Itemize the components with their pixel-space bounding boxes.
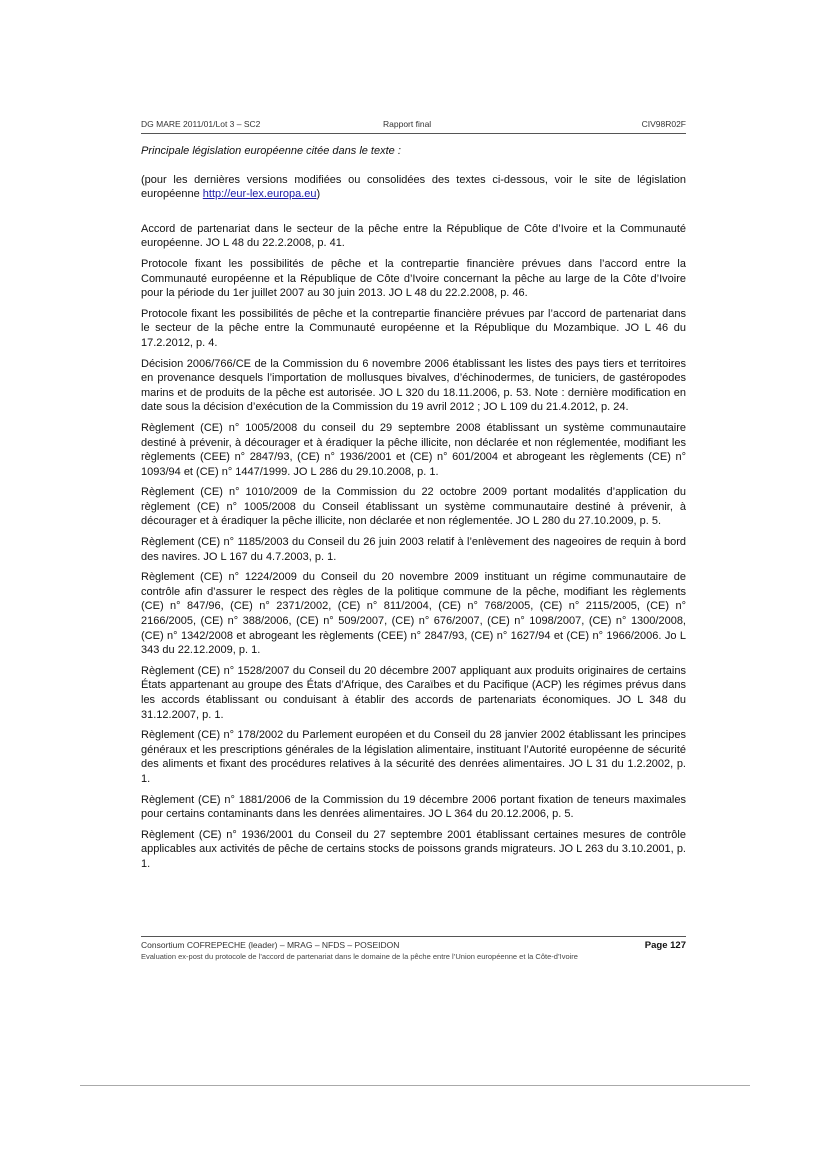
legislation-item: Règlement (CE) n° 1005/2008 du conseil du 29 septembre 2008 établissant un système communautaire destiné à prévenir, à décourager et à éradiquer la pêche illicite, non déclarée et non réglementée, modifiant les règlements (CEE) n° 2847/93, (CE) n° 1936/2001 et (CE) n° 601/2004 et abrogeant les règlements (CE) n° 1093/94 et (CE) n° 1447/1999. JO L 286 du 29.10.2008, p. 1.: [141, 421, 686, 478]
note-close: ): [316, 188, 321, 201]
page-number: Page 127: [644, 940, 686, 951]
page-header: [141, 119, 686, 134]
header-document-code: CIV98R02F: [641, 119, 686, 129]
page-divider: [80, 1085, 750, 1086]
header-report-type: Rapport final: [383, 119, 432, 129]
legislation-item: Règlement (CE) n° 1881/2006 de la Commission du 19 décembre 2006 portant fixation de teneurs maximales pour certains contaminants dans les denrées alimentaires. JO L 364 du 20.12.2006, p. 5.: [141, 793, 686, 821]
document-body: [141, 144, 686, 878]
legislation-item: Règlement (CE) n° 1528/2007 du Conseil du 20 décembre 2007 appliquant aux produits originaires de certains États appartenant au groupe des États d’Afrique, des Caraïbes et du Pacifique (ACP) les régimes prévus dans les accords établissant ou conduisant à établir des accords de partenariats économiques. JO L 348 du 31.12.2007, p. 1.: [141, 664, 686, 721]
section-title: Principale législation européenne citée dans le texte :: [141, 145, 401, 157]
legislation-item: Règlement (CE) n° 1936/2001 du Conseil du 27 septembre 2001 établissant certaines mesures de contrôle applicables aux activités de pêche de certains stocks de poissons grands migrateurs. JO L 263 du 3.10.2001, p. 1.: [141, 828, 686, 870]
note-text: (pour les dernières versions modifiées ou consolidées des textes ci-dessous, voir le site de législation européenne: [141, 173, 686, 201]
footer-consortium: Consortium COFREPECHE (leader) – MRAG – NFDS – POSEIDON: [141, 940, 400, 950]
legislation-item: Règlement (CE) n° 1185/2003 du Conseil du 26 juin 2003 relatif à l’enlèvement des nageoires de requin à bord des navires. JO L 167 du 4.7.2003, p. 1.: [141, 536, 686, 563]
legislation-item: Règlement (CE) n° 178/2002 du Parlement européen et du Conseil du 28 janvier 2002 établissant les principes généraux et les prescriptions générales de la législation alimentaire, instituant l’Autorité européenne de sécurité des aliments et fixant des procédures relatives à la sécurité des denrées alimentaires. JO L 31 du 1.2.2002, p. 1.: [141, 729, 686, 785]
eur-lex-link[interactable]: http://eur-lex.europa.eu: [202, 188, 317, 201]
legislation-item: Protocole fixant les possibilités de pêche et la contrepartie financière prévues dans l’accord entre la Communauté européenne et la République de Côte d’Ivoire concernant la pêche au large de la Côte d’Ivoire pour la période du 1er juillet 2007 au 30 juin 2013. JO L 48 du 22.2.2008, p. 46.: [141, 257, 686, 300]
header-reference: DG MARE 2011/01/Lot 3 – SC2: [141, 119, 261, 129]
legislation-item: Protocole fixant les possibilités de pêche et la contrepartie financière prévues par l’accord de partenariat dans le secteur de la pêche entre la Communauté européenne et la République du Mozambique. JO L 46 du 17.2.2012, p. 4.: [141, 307, 686, 349]
legislation-item: Décision 2006/766/CE de la Commission du 6 novembre 2006 établissant les listes des pays tiers et territoires en provenance desquels l’importation de mollusques bivalves, d’échinodermes, de tuniciers, de gastéropodes marins et de produits de la pêche est autorisée. JO L 320 du 18.11.2006, p. 53. Note : dernière modification en date sous la décision d’exécution de la Commission du 19 avril 2012 ; JO L 109 du 21.4.2012, p. 24.: [141, 357, 686, 414]
legislation-item: Règlement (CE) n° 1224/2009 du Conseil du 20 novembre 2009 instituant un régime communautaire de contrôle afin d’assurer le respect des règles de la politique commune de la pêche, modifiant les règlements (CE) n° 847/96, (CE) n° 2371/2002, (CE) n° 811/2004, (CE) n° 768/2005, (CE) n° 2115/2005, (CE) n° 2166/2005, (CE) n° 388/2006, (CE) n° 509/2007, (CE) n° 676/2007, (CE) n° 1098/2007, (CE) n° 1300/2008, (CE) n° 1342/2008 et abrogeant les règlements (CEE) n° 2847/93, (CE) n° 1627/94 et (CE) n° 1966/2006. Jo L 343 du 22.12.2009, p. 1.: [141, 571, 686, 657]
footer-subtitle: Evaluation ex-post du protocole de l’accord de partenariat dans le domaine de la pêche entre l’Union européenne et la Côte-d’Ivoire: [141, 952, 578, 961]
legislation-item: Règlement (CE) n° 1010/2009 de la Commission du 22 octobre 2009 portant modalités d’application du règlement (CE) n° 1005/2008 du Conseil établissant un système communautaire destiné à prévenir, à décourager et à éradiquer la pêche illicite, non déclarée et non réglementée. JO L 280 du 27.10.2009, p. 5.: [141, 486, 686, 528]
legislation-item: Accord de partenariat dans le secteur de la pêche entre la République de Côte d’Ivoire et la Communauté européenne. JO L 48 du 22.2.2008, p. 41.: [141, 222, 686, 250]
consolidated-versions-note: [141, 173, 686, 202]
page-footer: [141, 936, 686, 962]
